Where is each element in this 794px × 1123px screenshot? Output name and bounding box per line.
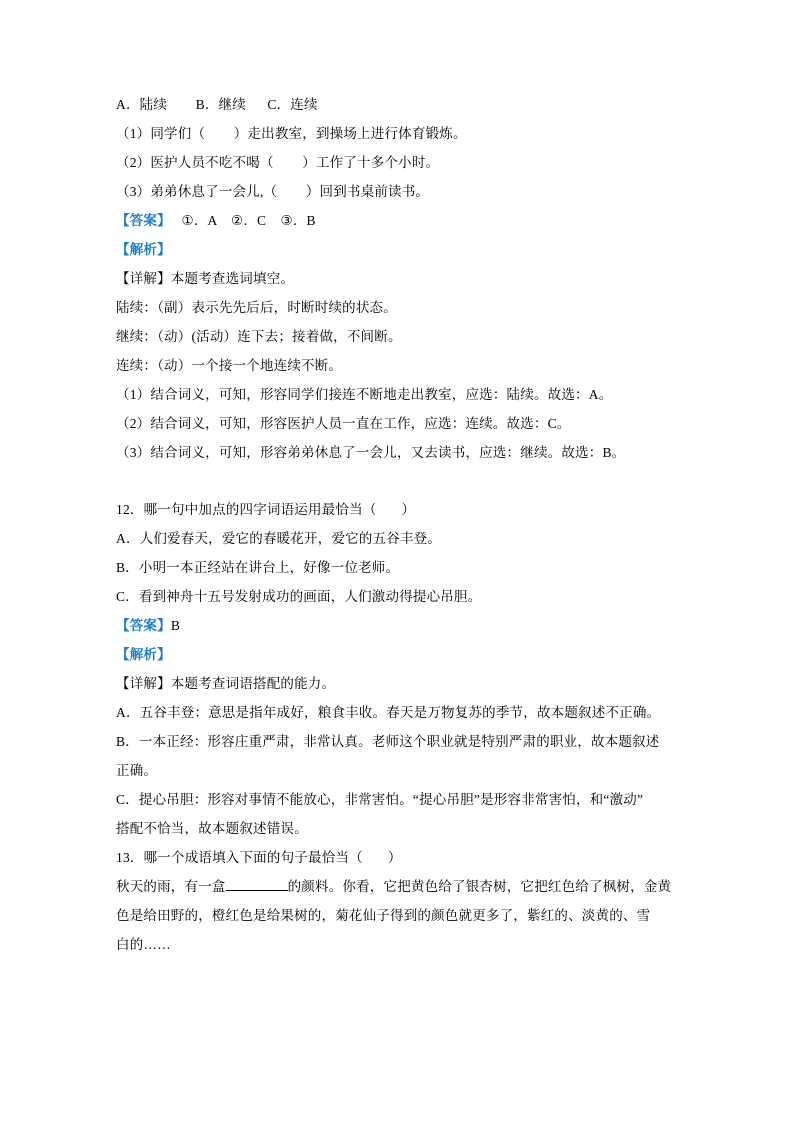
text-line: A．人们爱春天，爱它的春暖花开，爱它的五谷丰登。: [116, 531, 442, 546]
answer-tag: 【答案】: [116, 618, 171, 633]
text-line: 白的……: [116, 937, 171, 952]
text-line: 13．哪一个成语填入下面的句子最恰当（ ）: [116, 850, 402, 865]
text-line: （3）弟弟休息了一会儿,（ ）回到书桌前读书。: [116, 184, 430, 199]
text-line: 连续：（动）一个接一个地连续不断。: [116, 358, 343, 373]
text-line: C．提心吊胆：形容对事情不能放心，非常害怕。“提心吊胆”是形容非常害怕，和“激动”: [116, 792, 644, 807]
text-line: 【详解】本题考查词语搭配的能力。: [116, 676, 336, 691]
text-line: 正确。: [116, 763, 158, 778]
text-line: 色是给田野的，橙红色是给果树的，菊花仙子得到的颜色就更多了，紫红的、淡黄的、雪: [116, 908, 651, 923]
text-line: （2）医护人员不吃不喝（ ）工作了十多个小时。: [116, 155, 440, 170]
fill-blank-line: [116, 872, 678, 901]
text-line: （2）结合词义，可知，形容医护人员一直在工作，应选：连续。故选：C。: [116, 416, 571, 431]
answer-tag: 【答案】: [116, 213, 171, 228]
text-line: （1）同学们（ ）走出教室，到操场上进行体育锻炼。: [116, 126, 467, 141]
text-line: （3）结合词义，可知，形容弟弟休息了一会儿，又去读书，应选：继续。故选：B。: [116, 445, 626, 460]
text-line: （1）结合词义，可知，形容同学们接连不断地走出教室，应选：陆续。故选：A。: [116, 387, 613, 402]
answer-line: [116, 611, 678, 640]
text-line: 搭配不恰当，故本题叙述错误。: [116, 821, 308, 836]
line-text: ①．A ②．C ③．B: [170, 213, 316, 228]
analysis-tag: 【解析】: [116, 647, 171, 662]
text-line: C．看到神舟十五号发射成功的画面，人们激动得提心吊胆。: [116, 589, 482, 604]
text-line: 继续：（动）(活动）连下去；接着做，不间断。: [116, 329, 402, 344]
text-line: 【详解】本题考查选词填空。: [116, 271, 295, 286]
answer-line: [116, 206, 678, 235]
analysis-line: [116, 640, 678, 669]
analysis-tag: 【解析】: [116, 242, 171, 257]
paragraph-spacer: [116, 467, 678, 495]
text-line: A．五谷丰登：意思是指年成好，粮食丰收。春天是万物复苏的季节，故本题叙述不正确。: [116, 705, 661, 720]
analysis-line: [116, 235, 678, 264]
text-line: B．一本正经：形容庄重严肃，非常认真。老师这个职业就是特别严肃的职业，故本题叙述: [116, 734, 660, 749]
text-line: B．小明一本正经站在讲台上，好像一位老师。: [116, 560, 400, 575]
line-text-after: 的颜料。你看，它把黄色给了银杏树，它把红色给了枫树，金黄: [287, 879, 672, 894]
document-content: [116, 90, 678, 959]
blank-underline: [226, 890, 288, 891]
text-line: A．陆续 B．继续 C．连续: [116, 97, 318, 112]
text-line: 陆续：（副）表示先先后后，时断时续的状态。: [116, 300, 397, 315]
line-text: B: [170, 618, 181, 633]
text-line: 12．哪一句中加点的四字词语运用最恰当（ ）: [116, 502, 416, 517]
line-text-before: 秋天的雨，有一盒: [116, 879, 226, 894]
